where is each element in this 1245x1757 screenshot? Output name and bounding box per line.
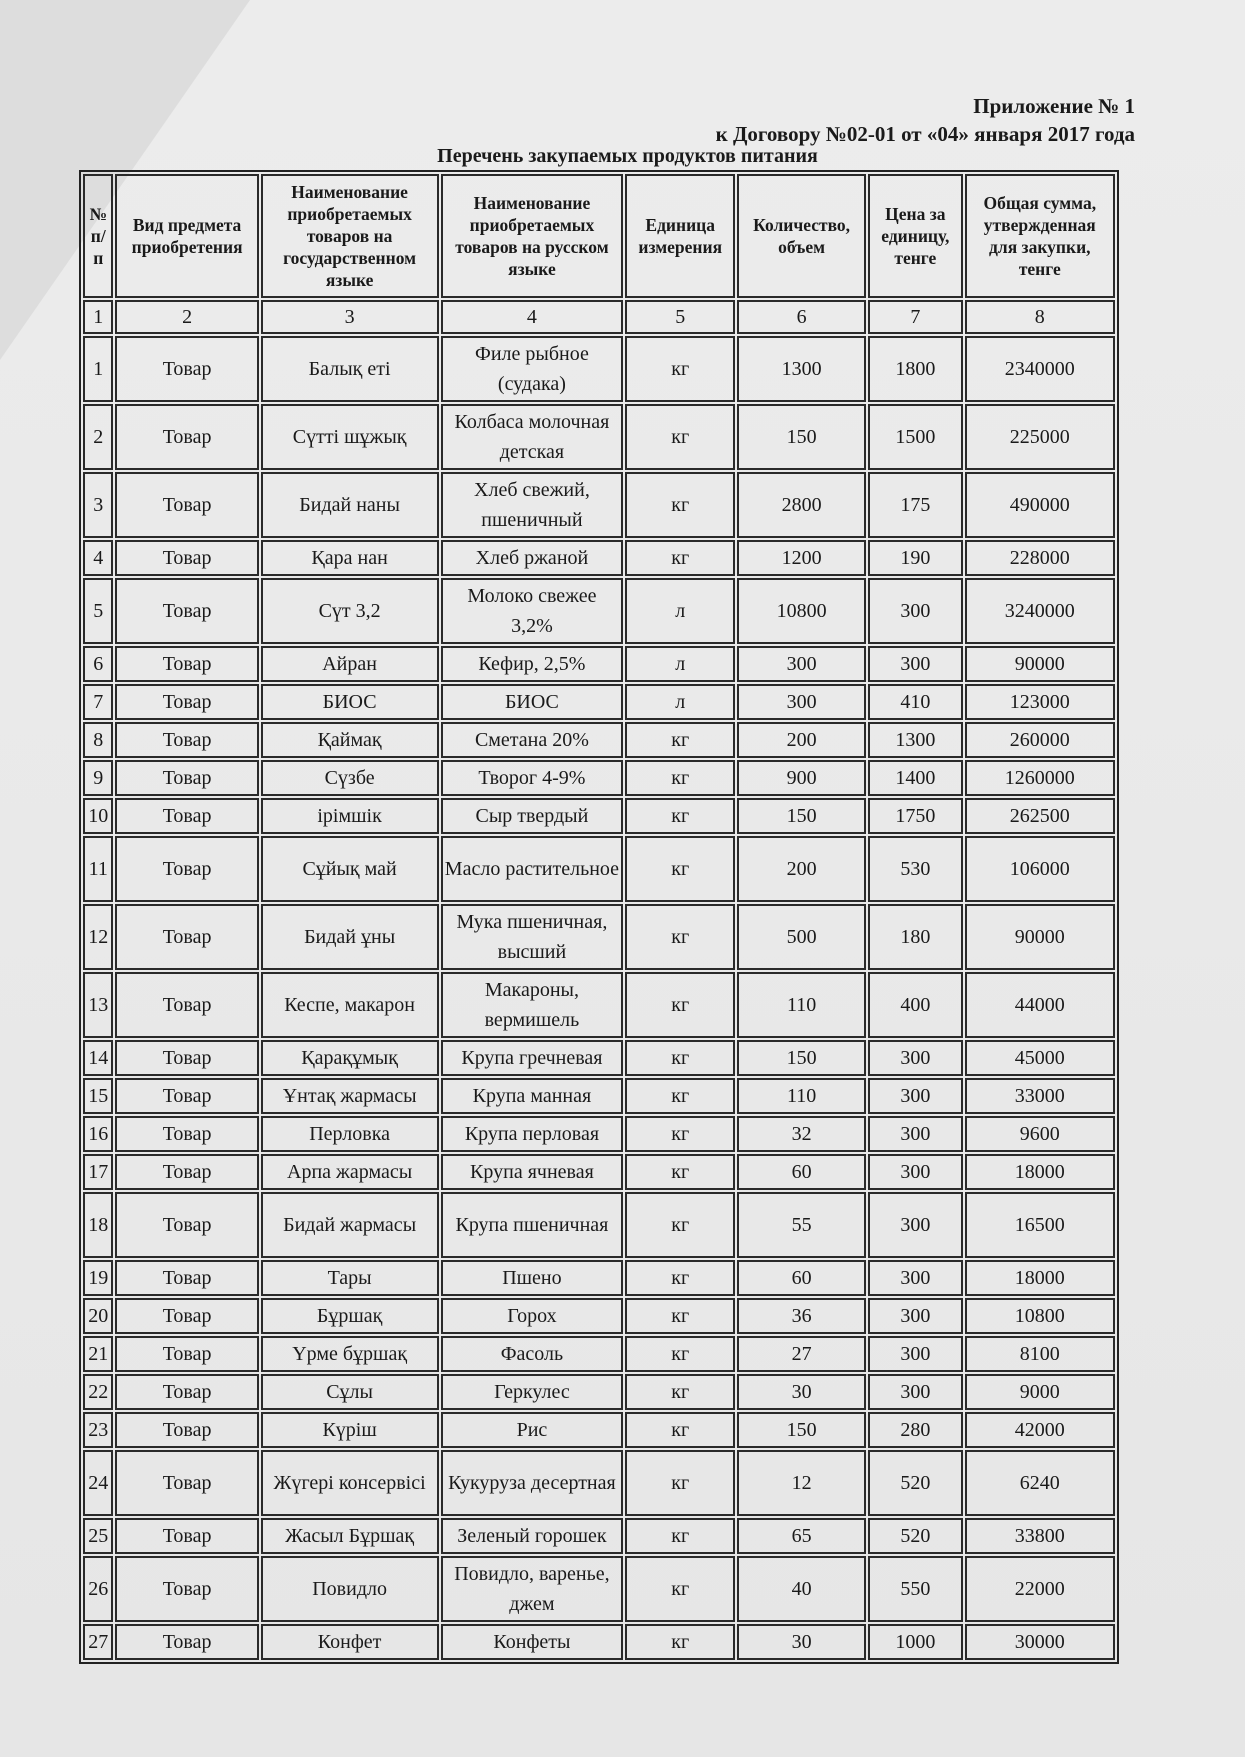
cell-unit: л <box>625 684 735 720</box>
cell-name-kazakh: Бұршақ <box>261 1298 439 1334</box>
cell-subject-type: Товар <box>115 1040 258 1076</box>
table-row <box>83 472 1115 538</box>
cell-name-russian: Хлеб ржаной <box>441 540 624 576</box>
appendix-number: Приложение № 1 <box>973 94 1135 118</box>
cell-name-russian: Крупа ячневая <box>441 1154 624 1190</box>
cell-total-sum: 106000 <box>965 836 1115 902</box>
cell-name-russian: Творог 4-9% <box>441 760 624 796</box>
cell-subject-type: Товар <box>115 798 258 834</box>
cell-name-russian: Горох <box>441 1298 624 1334</box>
cell-name-russian: Крупа перловая <box>441 1116 624 1152</box>
cell-unit-price: 300 <box>868 1040 962 1076</box>
cell-unit: кг <box>625 1412 735 1448</box>
cell-name-russian: Повидло, варенье, джем <box>441 1556 624 1622</box>
table-row <box>83 760 1115 796</box>
cell-name-kazakh: Сұйық май <box>261 836 439 902</box>
cell-quantity: 1300 <box>737 336 866 402</box>
cell-row-number: 12 <box>83 904 113 970</box>
cell-row-number: 15 <box>83 1078 113 1114</box>
table-row <box>83 972 1115 1038</box>
table-row <box>83 1624 1115 1660</box>
cell-name-kazakh: Арпа жармасы <box>261 1154 439 1190</box>
table-row <box>83 1260 1115 1296</box>
cell-total-sum: 18000 <box>965 1154 1115 1190</box>
cell-total-sum: 225000 <box>965 404 1115 470</box>
cell-subject-type: Товар <box>115 684 258 720</box>
cell-unit-price: 400 <box>868 972 962 1038</box>
cell-name-russian: Рис <box>441 1412 624 1448</box>
cell-subject-type: Товар <box>115 836 258 902</box>
cell-subject-type: Товар <box>115 336 258 402</box>
cell-quantity: 60 <box>737 1154 866 1190</box>
cell-name-kazakh: Бидай ұны <box>261 904 439 970</box>
cell-name-russian: Фасоль <box>441 1336 624 1372</box>
cell-subject-type: Товар <box>115 578 258 644</box>
cell-name-kazakh: Кеспе, макарон <box>261 972 439 1038</box>
cell-total-sum: 90000 <box>965 904 1115 970</box>
cell-name-russian: Геркулес <box>441 1374 624 1410</box>
cell-total-sum: 8100 <box>965 1336 1115 1372</box>
cell-unit: кг <box>625 972 735 1038</box>
cell-unit: кг <box>625 1336 735 1372</box>
cell-unit-price: 190 <box>868 540 962 576</box>
cell-unit: кг <box>625 1518 735 1554</box>
cell-unit-price: 550 <box>868 1556 962 1622</box>
products-table <box>79 170 1119 1664</box>
cell-name-kazakh: ірімшік <box>261 798 439 834</box>
cell-name-russian: Крупа пшеничная <box>441 1192 624 1258</box>
cell-name-russian: Конфеты <box>441 1624 624 1660</box>
table-row <box>83 336 1115 402</box>
cell-row-number: 13 <box>83 972 113 1038</box>
cell-unit-price: 410 <box>868 684 962 720</box>
list-title: Перечень закупаемых продуктов питания <box>437 145 818 167</box>
cell-unit: кг <box>625 836 735 902</box>
col-header-total-sum: Общая сумма, утвержденная для закупки, тенге <box>965 174 1115 298</box>
cell-name-russian: Пшено <box>441 1260 624 1296</box>
cell-unit: кг <box>625 1298 735 1334</box>
cell-unit: кг <box>625 1556 735 1622</box>
table-row <box>83 578 1115 644</box>
column-number: 6 <box>737 300 866 334</box>
cell-name-kazakh: Бидай наны <box>261 472 439 538</box>
column-number: 1 <box>83 300 113 334</box>
col-header-name-kazakh: Наименование приобретаемых товаров на государственном языке <box>261 174 439 298</box>
cell-row-number: 4 <box>83 540 113 576</box>
cell-row-number: 3 <box>83 472 113 538</box>
cell-unit: л <box>625 646 735 682</box>
cell-row-number: 6 <box>83 646 113 682</box>
cell-name-kazakh: БИОС <box>261 684 439 720</box>
cell-name-russian: БИОС <box>441 684 624 720</box>
cell-unit: кг <box>625 798 735 834</box>
cell-quantity: 65 <box>737 1518 866 1554</box>
cell-total-sum: 2340000 <box>965 336 1115 402</box>
cell-quantity: 55 <box>737 1192 866 1258</box>
cell-unit: кг <box>625 1040 735 1076</box>
table-row <box>83 1078 1115 1114</box>
cell-total-sum: 3240000 <box>965 578 1115 644</box>
cell-quantity: 1200 <box>737 540 866 576</box>
cell-total-sum: 6240 <box>965 1450 1115 1516</box>
cell-unit: кг <box>625 404 735 470</box>
table-row <box>83 404 1115 470</box>
col-header-name-russian: Наименование приобретаемых товаров на русском языке <box>441 174 624 298</box>
col-header-unit: Единица измерения <box>625 174 735 298</box>
cell-unit-price: 300 <box>868 646 962 682</box>
cell-quantity: 32 <box>737 1116 866 1152</box>
cell-unit-price: 280 <box>868 1412 962 1448</box>
cell-subject-type: Товар <box>115 404 258 470</box>
cell-name-kazakh: Конфет <box>261 1624 439 1660</box>
cell-total-sum: 42000 <box>965 1412 1115 1448</box>
cell-row-number: 11 <box>83 836 113 902</box>
table-row <box>83 1154 1115 1190</box>
cell-unit-price: 530 <box>868 836 962 902</box>
cell-unit-price: 300 <box>868 1260 962 1296</box>
cell-unit: кг <box>625 472 735 538</box>
cell-name-russian: Зеленый горошек <box>441 1518 624 1554</box>
cell-subject-type: Товар <box>115 540 258 576</box>
cell-subject-type: Товар <box>115 1298 258 1334</box>
cell-unit: кг <box>625 1260 735 1296</box>
cell-quantity: 36 <box>737 1298 866 1334</box>
cell-name-russian: Макароны, вермишель <box>441 972 624 1038</box>
cell-name-kazakh: Сүтті шұжық <box>261 404 439 470</box>
cell-unit: кг <box>625 1450 735 1516</box>
cell-quantity: 30 <box>737 1374 866 1410</box>
cell-unit-price: 1300 <box>868 722 962 758</box>
cell-name-kazakh: Перловка <box>261 1116 439 1152</box>
cell-unit-price: 300 <box>868 578 962 644</box>
cell-row-number: 17 <box>83 1154 113 1190</box>
cell-row-number: 22 <box>83 1374 113 1410</box>
cell-quantity: 12 <box>737 1450 866 1516</box>
cell-row-number: 1 <box>83 336 113 402</box>
cell-row-number: 8 <box>83 722 113 758</box>
cell-quantity: 60 <box>737 1260 866 1296</box>
cell-subject-type: Товар <box>115 1518 258 1554</box>
cell-unit: кг <box>625 1078 735 1114</box>
cell-subject-type: Товар <box>115 1336 258 1372</box>
cell-unit-price: 300 <box>868 1078 962 1114</box>
cell-quantity: 300 <box>737 646 866 682</box>
col-header-subject-type: Вид предмета приобретения <box>115 174 258 298</box>
col-header-unit-price: Цена за единицу, тенге <box>868 174 962 298</box>
table-row <box>83 646 1115 682</box>
cell-name-kazakh: Күріш <box>261 1412 439 1448</box>
cell-name-kazakh: Жүгері консервісі <box>261 1450 439 1516</box>
cell-name-russian: Кефир, 2,5% <box>441 646 624 682</box>
cell-unit-price: 1000 <box>868 1624 962 1660</box>
cell-name-russian: Молоко свежее 3,2% <box>441 578 624 644</box>
cell-name-kazakh: Тары <box>261 1260 439 1296</box>
table-row <box>83 1450 1115 1516</box>
cell-name-russian: Мука пшеничная, высший <box>441 904 624 970</box>
cell-name-russian: Крупа гречневая <box>441 1040 624 1076</box>
cell-name-kazakh: Сұлы <box>261 1374 439 1410</box>
column-number: 7 <box>868 300 962 334</box>
table-row <box>83 1040 1115 1076</box>
cell-unit-price: 520 <box>868 1518 962 1554</box>
table-row <box>83 904 1115 970</box>
cell-subject-type: Товар <box>115 1412 258 1448</box>
cell-name-russian: Сыр твердый <box>441 798 624 834</box>
cell-name-russian: Колбаса молочная детская <box>441 404 624 470</box>
cell-name-kazakh: Бидай жармасы <box>261 1192 439 1258</box>
table-body <box>83 336 1115 1660</box>
cell-unit: кг <box>625 540 735 576</box>
column-number: 8 <box>965 300 1115 334</box>
cell-quantity: 300 <box>737 684 866 720</box>
cell-subject-type: Товар <box>115 1556 258 1622</box>
cell-row-number: 16 <box>83 1116 113 1152</box>
cell-unit-price: 1750 <box>868 798 962 834</box>
cell-unit-price: 300 <box>868 1192 962 1258</box>
cell-total-sum: 18000 <box>965 1260 1115 1296</box>
cell-name-russian: Филе рыбное (судака) <box>441 336 624 402</box>
cell-total-sum: 10800 <box>965 1298 1115 1334</box>
cell-name-kazakh: Сүт 3,2 <box>261 578 439 644</box>
cell-row-number: 10 <box>83 798 113 834</box>
cell-name-russian: Кукуруза десертная <box>441 1450 624 1516</box>
cell-row-number: 24 <box>83 1450 113 1516</box>
cell-name-kazakh: Айран <box>261 646 439 682</box>
cell-unit-price: 300 <box>868 1374 962 1410</box>
table-row <box>83 1412 1115 1448</box>
cell-quantity: 30 <box>737 1624 866 1660</box>
cell-name-kazakh: Жасыл Бұршақ <box>261 1518 439 1554</box>
cell-unit-price: 520 <box>868 1450 962 1516</box>
cell-name-kazakh: Қарақұмық <box>261 1040 439 1076</box>
cell-row-number: 19 <box>83 1260 113 1296</box>
cell-quantity: 500 <box>737 904 866 970</box>
table-row <box>83 1556 1115 1622</box>
cell-total-sum: 490000 <box>965 472 1115 538</box>
cell-subject-type: Товар <box>115 472 258 538</box>
cell-row-number: 26 <box>83 1556 113 1622</box>
cell-quantity: 27 <box>737 1336 866 1372</box>
cell-name-russian: Масло растительное <box>441 836 624 902</box>
cell-subject-type: Товар <box>115 1078 258 1114</box>
cell-row-number: 5 <box>83 578 113 644</box>
cell-total-sum: 33800 <box>965 1518 1115 1554</box>
cell-total-sum: 45000 <box>965 1040 1115 1076</box>
cell-quantity: 150 <box>737 404 866 470</box>
cell-name-kazakh: Сүзбе <box>261 760 439 796</box>
cell-total-sum: 22000 <box>965 1556 1115 1622</box>
cell-unit: кг <box>625 336 735 402</box>
cell-total-sum: 30000 <box>965 1624 1115 1660</box>
cell-name-russian: Крупа манная <box>441 1078 624 1114</box>
cell-name-kazakh: Үрме бұршақ <box>261 1336 439 1372</box>
cell-subject-type: Товар <box>115 1154 258 1190</box>
cell-subject-type: Товар <box>115 1192 258 1258</box>
cell-subject-type: Товар <box>115 1260 258 1296</box>
cell-unit-price: 300 <box>868 1336 962 1372</box>
cell-total-sum: 16500 <box>965 1192 1115 1258</box>
cell-quantity: 200 <box>737 836 866 902</box>
column-number: 2 <box>115 300 258 334</box>
cell-quantity: 200 <box>737 722 866 758</box>
table-row <box>83 1374 1115 1410</box>
table-row <box>83 1336 1115 1372</box>
table-row <box>83 540 1115 576</box>
cell-total-sum: 44000 <box>965 972 1115 1038</box>
cell-total-sum: 9000 <box>965 1374 1115 1410</box>
cell-total-sum: 9600 <box>965 1116 1115 1152</box>
cell-unit-price: 1800 <box>868 336 962 402</box>
cell-subject-type: Товар <box>115 1374 258 1410</box>
cell-name-kazakh: Ұнтақ жармасы <box>261 1078 439 1114</box>
cell-name-kazakh: Повидло <box>261 1556 439 1622</box>
cell-unit-price: 300 <box>868 1298 962 1334</box>
cell-unit-price: 300 <box>868 1154 962 1190</box>
table-row <box>83 1518 1115 1554</box>
contract-reference: к Договору №02-01 от «04» января 2017 года <box>715 122 1135 146</box>
cell-unit: кг <box>625 1154 735 1190</box>
cell-total-sum: 262500 <box>965 798 1115 834</box>
table-row <box>83 1192 1115 1258</box>
cell-total-sum: 228000 <box>965 540 1115 576</box>
cell-unit: кг <box>625 722 735 758</box>
cell-row-number: 20 <box>83 1298 113 1334</box>
table-row <box>83 836 1115 902</box>
cell-subject-type: Товар <box>115 972 258 1038</box>
table-row <box>83 798 1115 834</box>
cell-row-number: 2 <box>83 404 113 470</box>
col-header-quantity: Количество, объем <box>737 174 866 298</box>
cell-quantity: 150 <box>737 798 866 834</box>
cell-unit: л <box>625 578 735 644</box>
cell-row-number: 14 <box>83 1040 113 1076</box>
col-header-number: № п/п <box>83 174 113 298</box>
cell-subject-type: Товар <box>115 1450 258 1516</box>
column-number: 5 <box>625 300 735 334</box>
cell-row-number: 21 <box>83 1336 113 1372</box>
cell-name-russian: Сметана 20% <box>441 722 624 758</box>
cell-subject-type: Товар <box>115 646 258 682</box>
table-row <box>83 684 1115 720</box>
cell-subject-type: Товар <box>115 760 258 796</box>
cell-unit-price: 300 <box>868 1116 962 1152</box>
cell-unit: кг <box>625 904 735 970</box>
cell-total-sum: 33000 <box>965 1078 1115 1114</box>
cell-row-number: 9 <box>83 760 113 796</box>
cell-unit-price: 175 <box>868 472 962 538</box>
cell-quantity: 40 <box>737 1556 866 1622</box>
cell-unit: кг <box>625 1116 735 1152</box>
cell-row-number: 27 <box>83 1624 113 1660</box>
table-row <box>83 1116 1115 1152</box>
table-row <box>83 1298 1115 1334</box>
cell-total-sum: 123000 <box>965 684 1115 720</box>
cell-row-number: 18 <box>83 1192 113 1258</box>
cell-subject-type: Товар <box>115 904 258 970</box>
cell-row-number: 23 <box>83 1412 113 1448</box>
cell-unit-price: 180 <box>868 904 962 970</box>
cell-unit: кг <box>625 760 735 796</box>
cell-total-sum: 1260000 <box>965 760 1115 796</box>
cell-unit: кг <box>625 1624 735 1660</box>
cell-quantity: 900 <box>737 760 866 796</box>
cell-row-number: 25 <box>83 1518 113 1554</box>
cell-row-number: 7 <box>83 684 113 720</box>
cell-quantity: 110 <box>737 972 866 1038</box>
cell-subject-type: Товар <box>115 722 258 758</box>
cell-unit: кг <box>625 1192 735 1258</box>
cell-subject-type: Товар <box>115 1624 258 1660</box>
cell-total-sum: 90000 <box>965 646 1115 682</box>
column-number: 3 <box>261 300 439 334</box>
table-row <box>83 722 1115 758</box>
cell-quantity: 10800 <box>737 578 866 644</box>
cell-unit-price: 1400 <box>868 760 962 796</box>
cell-subject-type: Товар <box>115 1116 258 1152</box>
appendix-header <box>716 92 1135 148</box>
column-number-row <box>83 300 1115 334</box>
cell-quantity: 110 <box>737 1078 866 1114</box>
cell-name-kazakh: Қаймақ <box>261 722 439 758</box>
cell-name-kazakh: Қара нан <box>261 540 439 576</box>
cell-total-sum: 260000 <box>965 722 1115 758</box>
cell-name-russian: Хлеб свежий, пшеничный <box>441 472 624 538</box>
cell-name-kazakh: Балық еті <box>261 336 439 402</box>
cell-quantity: 150 <box>737 1412 866 1448</box>
table-header-row <box>83 174 1115 298</box>
column-number: 4 <box>441 300 624 334</box>
cell-unit-price: 1500 <box>868 404 962 470</box>
cell-unit: кг <box>625 1374 735 1410</box>
cell-quantity: 2800 <box>737 472 866 538</box>
cell-quantity: 150 <box>737 1040 866 1076</box>
